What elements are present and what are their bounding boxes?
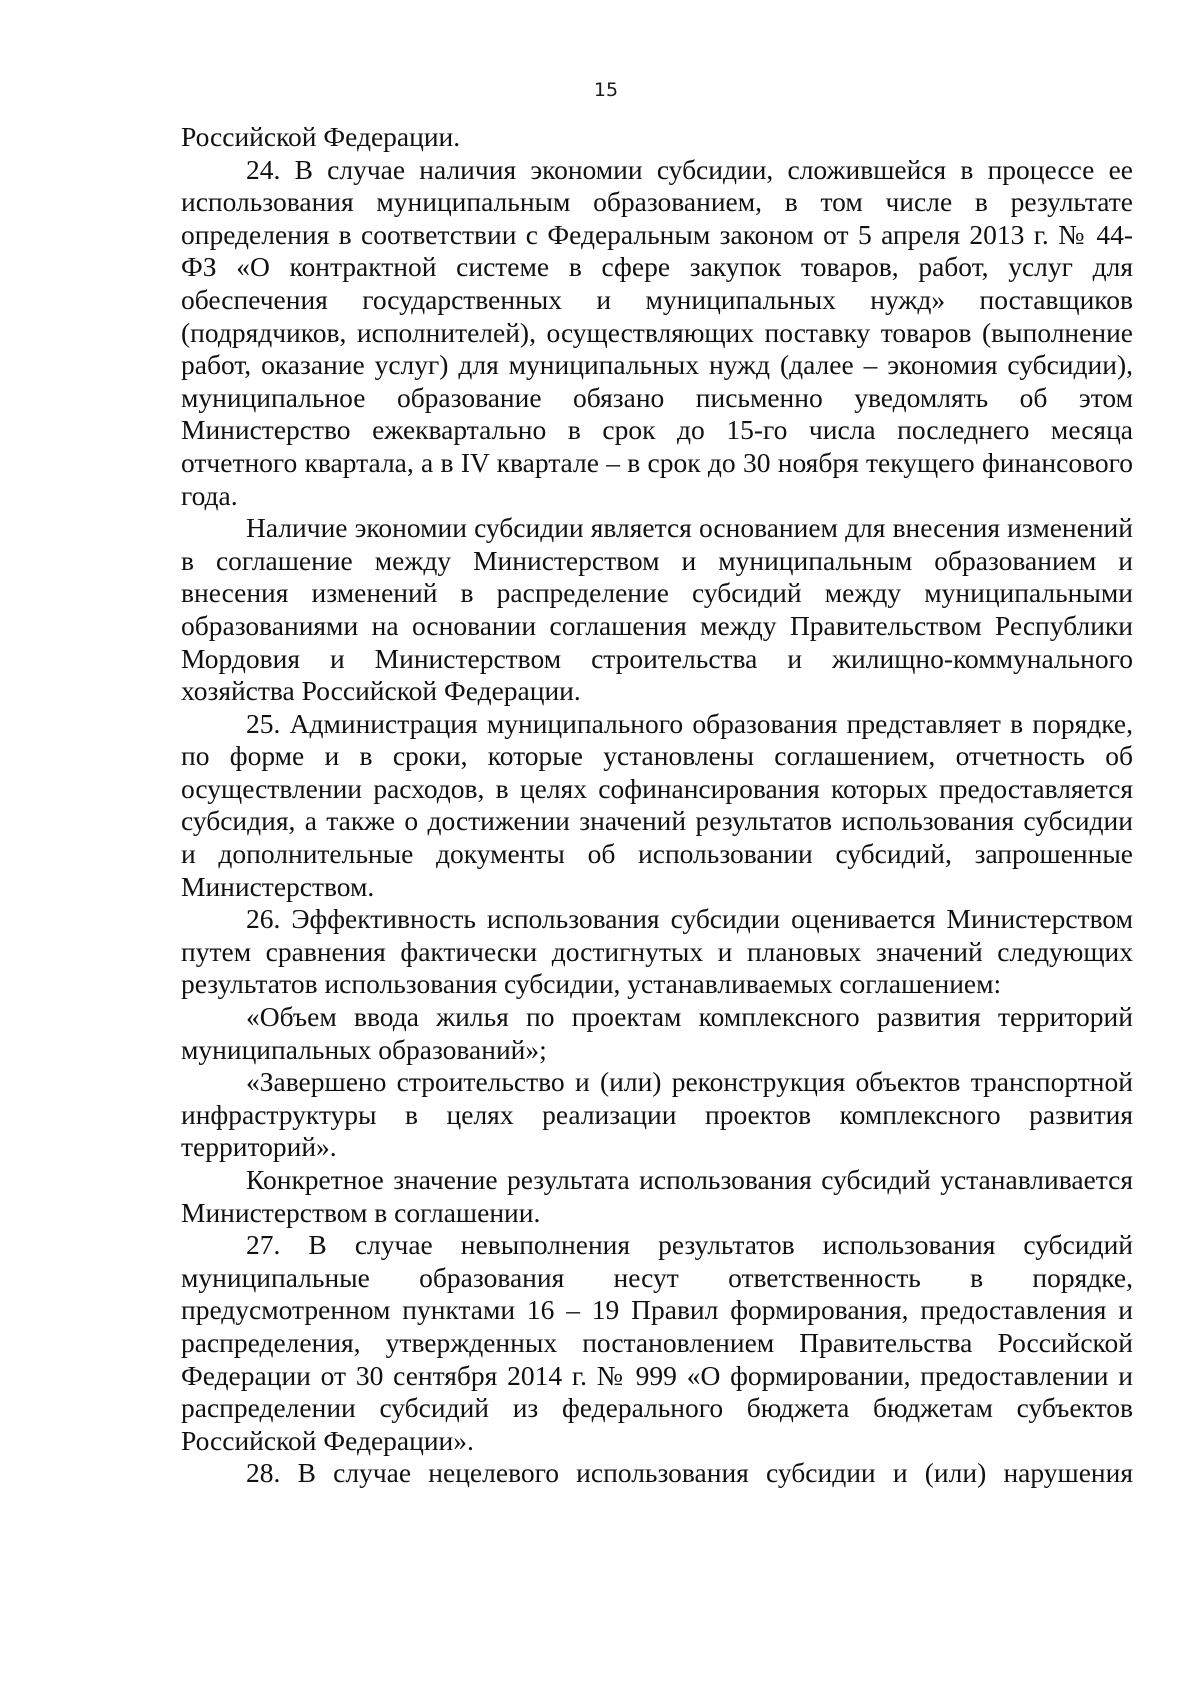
paragraph-result-transport: «Завершено строительство и (или) реконструкция объектов транспортной инфраструктуры в целях реализации проектов комплексного развития территорий». [181, 1066, 1133, 1163]
page-number: 15 [593, 79, 619, 101]
paragraph-item-27: 27. В случае невыполнения результатов использования субсидий муниципальные образования несут ответственность в порядке, предусмотренном пунктами 16 – 19 Правил формирования, предоставления и распределения, утвержденных постановлением Правительства Российской Федерации от 30 сентября 2014 г. № 999 «О формировании, предоставлении и распределении субсидий из федерального бюджета бюджетам субъектов Российской Федерации». [181, 1229, 1133, 1456]
paragraph-item-24: 24. В случае наличия экономии субсидии, сложившейся в процессе ее использования муниципальным образованием, в том числе в результате определения в соответствии с Федеральным законом от 5 апреля 2013 г. № 44-ФЗ «О контрактной системе в сфере закупок товаров, работ, услуг для обеспечения государственных и муниципальных нужд» поставщиков (подрядчиков, исполнителей), осуществляющих поставку товаров (выполнение работ, оказание услуг) для муниципальных нужд (далее – экономия субсидии), муниципальное образование обязано письменно уведомлять об этом Министерство ежеквартально в срок до 15-го числа последнего месяца отчетного квартала, а в IV квартале – в срок до 30 ноября текущего финансового года. [181, 153, 1133, 511]
paragraph-savings-basis: Наличие экономии субсидии является основанием для внесения изменений в соглашение между Министерством и муниципальным образованием и внесения изменений в распределение субсидий между муниципальными образованиями на основании соглашения между Правительством Республики Мордовия и Министерством строительства и жилищно-коммунального хозяйства Российской Федерации. [181, 512, 1133, 707]
paragraph-item-28: 28. В случае нецелевого использования субсидии и (или) нарушения [246, 1457, 1133, 1489]
paragraph-continuation: Российской Федерации. [181, 121, 461, 152]
paragraph-specific-value: Конкретное значение результата использования субсидий устанавливается Министерством в соглашении. [181, 1164, 1133, 1228]
paragraph-item-26: 26. Эффективность использования субсидии оценивается Министерством путем сравнения фактически достигнутых и плановых значений следующих результатов использования субсидии, устанавливаемых соглашением: [181, 903, 1133, 1000]
paragraph-result-housing: «Объем ввода жилья по проектам комплексного развития территорий муниципальных образований»; [181, 1001, 1133, 1065]
document-body [181, 121, 1133, 1490]
paragraph-item-25: 25. Администрация муниципального образования представляет в порядке, по форме и в сроки, которые установлены соглашением, отчетность об осуществлении расходов, в целях софинансирования которых предоставляется субсидия, а также о достижении значений результатов использования субсидии и дополнительные документы об использовании субсидий, запрошенные Министерством. [181, 707, 1133, 902]
